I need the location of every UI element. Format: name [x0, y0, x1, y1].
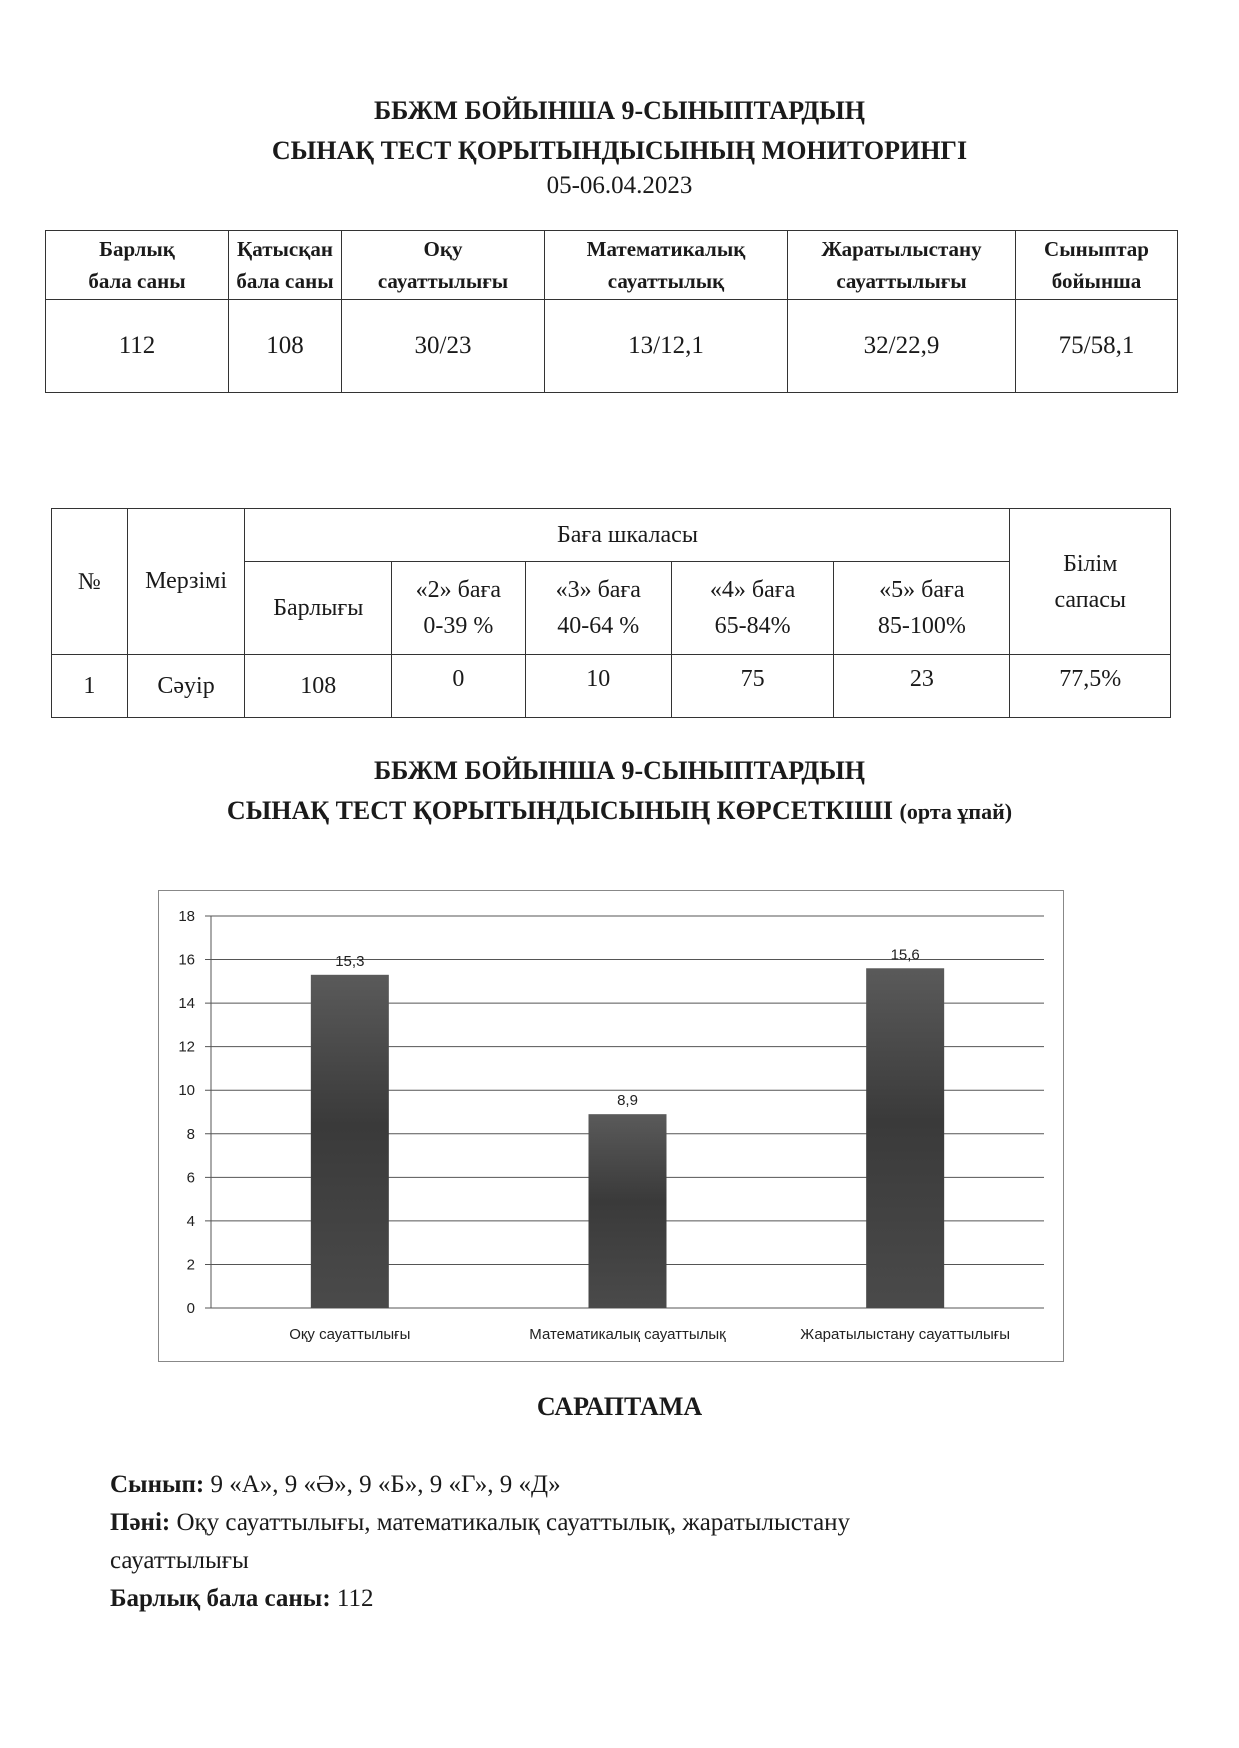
page-title-line2: СЫНАҚ ТЕСТ ҚОРЫТЫНДЫСЫНЫҢ МОНИТОРИНГІ — [271, 136, 968, 165]
row-grade-2: 0 — [392, 655, 525, 718]
value-by-classes: 75/58,1 — [1016, 300, 1178, 393]
value-science: 32/22,9 — [788, 300, 1016, 393]
row-term: Сәуір — [127, 655, 245, 718]
x-tick-label: Жаратылыстану сауаттылығы — [800, 1326, 1011, 1343]
chart-title-suffix: (орта ұпай) — [899, 799, 1013, 824]
total-value: 112 — [336, 1585, 374, 1612]
row-quality: 77,5% — [1010, 655, 1171, 718]
grade-header-row1 — [52, 509, 1171, 562]
chart-title-main: СЫНАҚ ТЕСТ ҚОРЫТЫНДЫСЫНЫҢ КӨРСЕТКІШІ — [226, 796, 894, 825]
class-label: Сынып: — [110, 1471, 205, 1498]
header-grade-2: «2» баға 0-39 % — [392, 562, 525, 655]
bar — [311, 975, 389, 1308]
subject-label: Пәні: — [110, 1509, 171, 1536]
summary-header-row — [46, 231, 1178, 300]
data-label: 15,6 — [890, 946, 920, 964]
value-reading: 30/23 — [342, 300, 545, 393]
subject-value: Оқу сауаттылығы, математикалық сауаттылық, жаратылыстану — [176, 1509, 851, 1536]
header-total: Барлығы — [245, 562, 392, 655]
chart-title-line1: ББЖМ БОЙЫНША 9-СЫНЫПТАРДЫҢ — [373, 756, 866, 785]
bar — [866, 968, 944, 1308]
header-participants: Қатысқан бала саны — [229, 231, 342, 300]
header-math: Математикалық сауаттылық — [545, 231, 788, 300]
bar-chart — [158, 890, 1064, 1362]
row-grade-5: 23 — [834, 655, 1010, 718]
y-tick-label: 14 — [178, 995, 195, 1013]
class-value: 9 «А», 9 «Ә», 9 «Б», 9 «Г», 9 «Д» — [210, 1471, 561, 1498]
summary-table — [45, 230, 1178, 393]
y-tick-label: 8 — [186, 1125, 195, 1143]
y-tick-label: 4 — [186, 1212, 195, 1230]
row-number: 1 — [52, 655, 128, 718]
total-line — [110, 1580, 373, 1618]
total-label: Барлық бала саны: — [110, 1585, 331, 1612]
header-by-classes: Сыныптар бойынша — [1016, 231, 1178, 300]
header-grade-3: «3» баға 40-64 % — [525, 562, 671, 655]
row-total: 108 — [245, 655, 392, 718]
x-tick-label: Оқу сауаттылығы — [289, 1326, 411, 1343]
bar-chart-svg — [159, 891, 1063, 1361]
analysis-heading: САРАПТАМА — [536, 1392, 703, 1421]
bar — [589, 1114, 667, 1308]
y-tick-label: 10 — [178, 1082, 195, 1100]
value-total-children: 112 — [46, 300, 229, 393]
report-date: 05-06.04.2023 — [546, 172, 693, 199]
y-tick-label: 6 — [186, 1169, 195, 1187]
grade-data-row — [52, 655, 1171, 718]
grade-table — [51, 508, 1171, 718]
y-tick-label: 12 — [178, 1038, 195, 1056]
y-tick-label: 18 — [178, 908, 195, 925]
header-knowledge-quality: Білім сапасы — [1010, 509, 1171, 655]
row-grade-3: 10 — [525, 655, 671, 718]
header-total-children: Барлық бала саны — [46, 231, 229, 300]
header-science: Жаратылыстану сауаттылығы — [788, 231, 1016, 300]
data-label: 8,9 — [617, 1092, 638, 1110]
value-participants: 108 — [229, 300, 342, 393]
y-tick-label: 2 — [186, 1256, 195, 1274]
chart-title-line2 — [0, 792, 1239, 831]
header-term: Мерзімі — [127, 509, 245, 655]
y-tick-label: 16 — [178, 951, 195, 969]
header-number: № — [52, 509, 128, 655]
y-tick-label: 0 — [186, 1300, 195, 1317]
subject-line — [110, 1504, 850, 1542]
header-grade-4: «4» баға 65-84% — [671, 562, 833, 655]
page-title-line1: ББЖМ БОЙЫНША 9-СЫНЫПТАРДЫҢ — [373, 96, 866, 125]
subject-line-2: сауаттылығы — [110, 1547, 249, 1574]
header-reading: Оқу сауаттылығы — [342, 231, 545, 300]
header-grade-scale: Баға шкаласы — [245, 509, 1010, 562]
x-tick-label: Математикалық сауаттылық — [529, 1326, 726, 1343]
data-label: 15,3 — [335, 952, 365, 970]
row-grade-4: 75 — [671, 655, 833, 718]
summary-value-row — [46, 300, 1178, 393]
value-math: 13/12,1 — [545, 300, 788, 393]
header-grade-5: «5» баға 85-100% — [834, 562, 1010, 655]
class-line — [110, 1466, 561, 1504]
